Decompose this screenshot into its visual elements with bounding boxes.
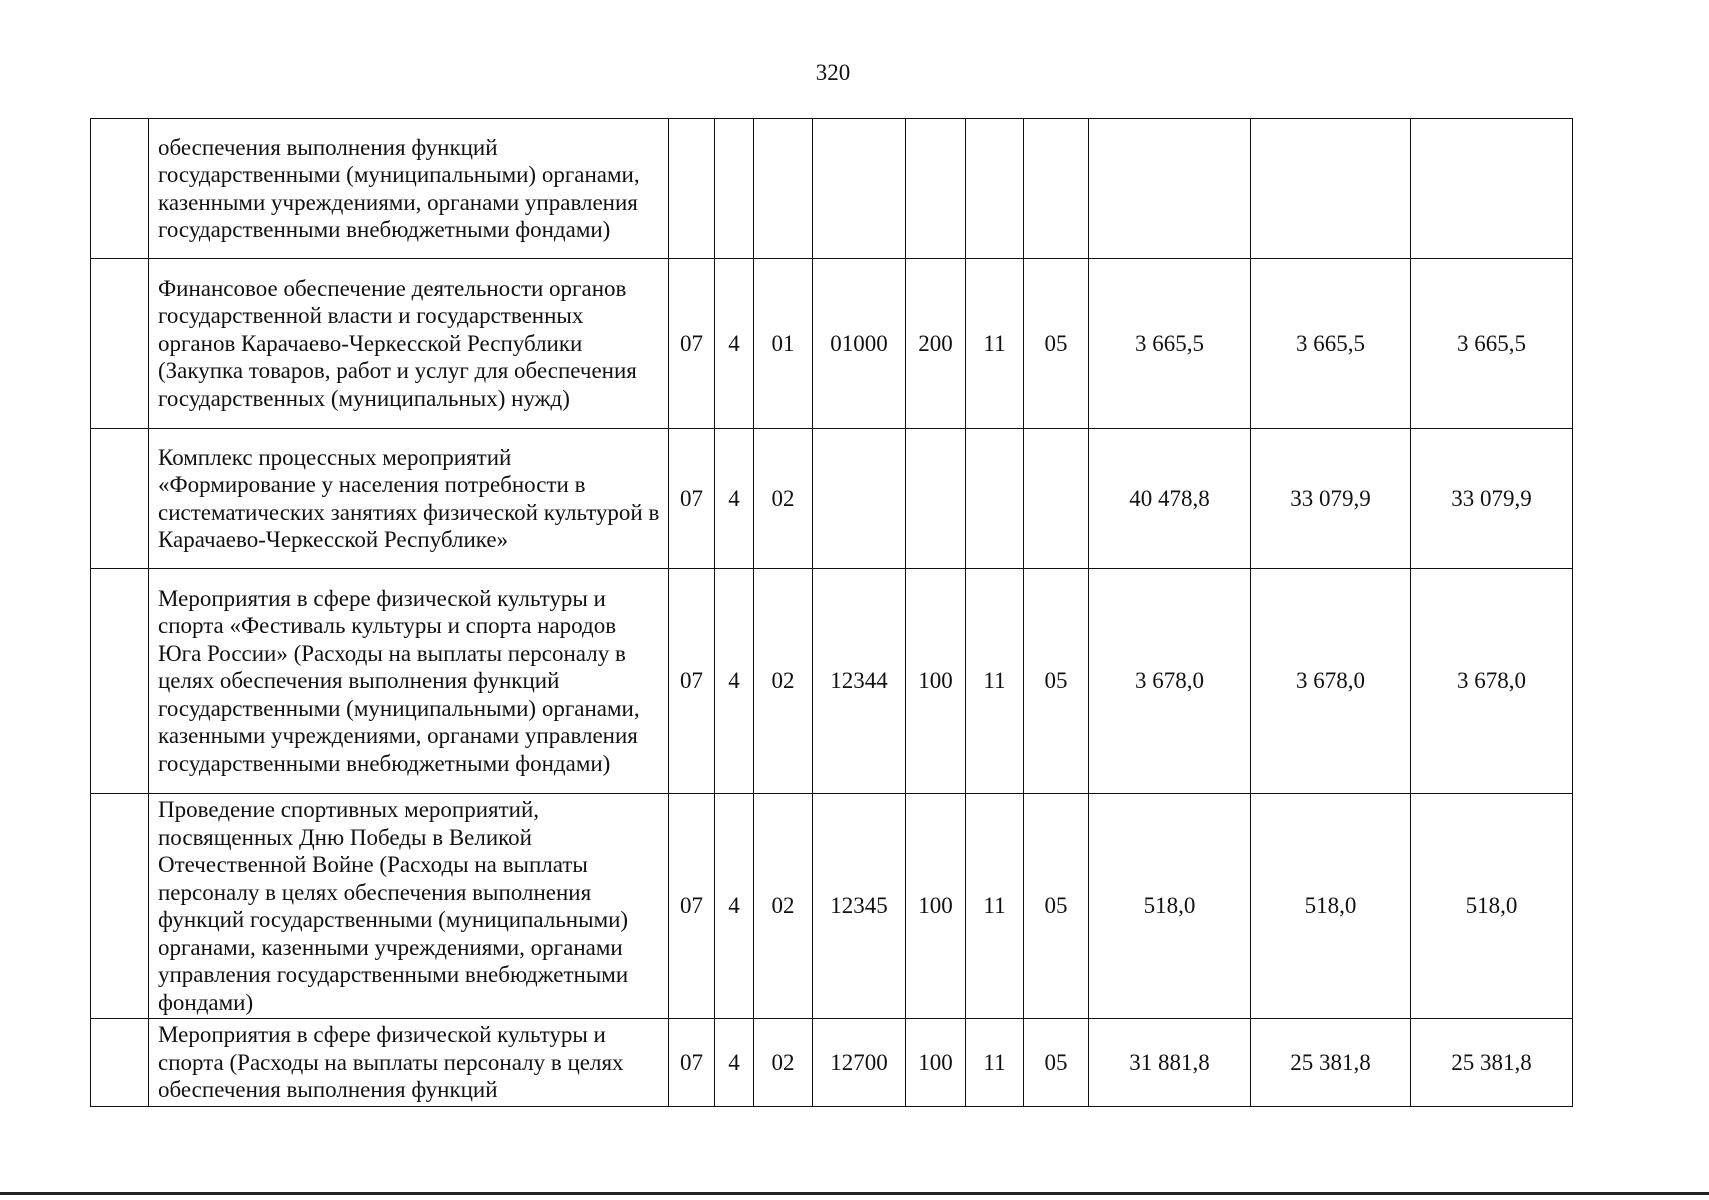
section-code-cell: 07 (669, 429, 715, 569)
scan-edge-line (0, 1192, 1709, 1195)
amount-year-3-cell: 3 665,5 (1411, 259, 1573, 429)
table-row (91, 794, 1573, 1019)
item-name-cell: Финансовое обеспечение деятельности органов государственной власти и государственных органов Карачаево-Черкесской Республики (Закупка товаров, работ и услуг для обеспечения государственных (муниципальных) нужд) (149, 259, 669, 429)
sub-code-cell: 11 (966, 569, 1024, 794)
table-row (91, 429, 1573, 569)
row-number-cell (91, 1019, 149, 1107)
row-number-cell (91, 259, 149, 429)
detail-code-cell: 05 (1024, 569, 1089, 794)
amount-year-3-cell (1411, 119, 1573, 259)
amount-year-2-cell: 518,0 (1251, 794, 1411, 1019)
program-code-cell: 02 (754, 1019, 813, 1107)
amount-year-3-cell: 25 381,8 (1411, 1019, 1573, 1107)
subsection-code-cell: 4 (715, 1019, 754, 1107)
amount-year-1-cell: 40 478,8 (1089, 429, 1251, 569)
item-name-cell: Проведение спортивных мероприятий, посвященных Дню Победы в Великой Отечественной Войне (Расходы на выплаты персоналу в целях обеспечения выполнения функций государственными (муниципальными) органами, казенными учреждениями, органами управления государственными внебюджетными фондами) (149, 794, 669, 1019)
expense-type-code-cell (906, 429, 966, 569)
sub-code-cell: 11 (966, 794, 1024, 1019)
sub-code-cell (966, 429, 1024, 569)
detail-code-cell (1024, 119, 1089, 259)
amount-year-1-cell (1089, 119, 1251, 259)
section-code-cell: 07 (669, 569, 715, 794)
section-code-cell (669, 119, 715, 259)
program-code-cell: 02 (754, 429, 813, 569)
subsection-code-cell: 4 (715, 569, 754, 794)
amount-year-2-cell: 33 079,9 (1251, 429, 1411, 569)
budget-table (90, 118, 1573, 1107)
item-name-cell: Мероприятия в сфере физической культуры и спорта (Расходы на выплаты персоналу в целях обеспечения выполнения функций (149, 1019, 669, 1107)
amount-year-1-cell: 518,0 (1089, 794, 1251, 1019)
row-number-cell (91, 569, 149, 794)
expense-type-code-cell: 200 (906, 259, 966, 429)
row-number-cell (91, 794, 149, 1019)
sub-code-cell: 11 (966, 259, 1024, 429)
section-code-cell: 07 (669, 1019, 715, 1107)
row-number-cell (91, 429, 149, 569)
item-name-cell: Мероприятия в сфере физической культуры и спорта «Фестиваль культуры и спорта народов Юга России» (Расходы на выплаты персоналу в целях обеспечения выполнения функций государственными (муниципальными) органами, казенными учреждениями, органами управления государственными внебюджетными фондами) (149, 569, 669, 794)
subsection-code-cell: 4 (715, 794, 754, 1019)
table-row (91, 1019, 1573, 1107)
amount-year-3-cell: 3 678,0 (1411, 569, 1573, 794)
program-code-cell: 01 (754, 259, 813, 429)
amount-year-1-cell: 3 678,0 (1089, 569, 1251, 794)
expense-code-cell (813, 119, 906, 259)
amount-year-3-cell: 33 079,9 (1411, 429, 1573, 569)
program-code-cell (754, 119, 813, 259)
amount-year-2-cell: 3 665,5 (1251, 259, 1411, 429)
amount-year-2-cell (1251, 119, 1411, 259)
item-name-cell: обеспечения выполнения функций государственными (муниципальными) органами, казенными учреждениями, органами управления государственными внебюджетными фондами) (149, 119, 669, 259)
expense-type-code-cell (906, 119, 966, 259)
expense-type-code-cell: 100 (906, 1019, 966, 1107)
amount-year-3-cell: 518,0 (1411, 794, 1573, 1019)
expense-code-cell: 01000 (813, 259, 906, 429)
sub-code-cell (966, 119, 1024, 259)
item-name-cell: Комплекс процессных мероприятий «Формирование у населения потребности в систематических занятиях физической культурой в Карачаево-Черкесской Республике» (149, 429, 669, 569)
detail-code-cell: 05 (1024, 1019, 1089, 1107)
amount-year-1-cell: 3 665,5 (1089, 259, 1251, 429)
detail-code-cell: 05 (1024, 794, 1089, 1019)
program-code-cell: 02 (754, 794, 813, 1019)
expense-type-code-cell: 100 (906, 794, 966, 1019)
amount-year-2-cell: 25 381,8 (1251, 1019, 1411, 1107)
table-row (91, 259, 1573, 429)
table-row (91, 119, 1573, 259)
expense-code-cell (813, 429, 906, 569)
table-row (91, 569, 1573, 794)
detail-code-cell (1024, 429, 1089, 569)
subsection-code-cell (715, 119, 754, 259)
sub-code-cell: 11 (966, 1019, 1024, 1107)
subsection-code-cell: 4 (715, 259, 754, 429)
expense-code-cell: 12345 (813, 794, 906, 1019)
subsection-code-cell: 4 (715, 429, 754, 569)
expense-code-cell: 12344 (813, 569, 906, 794)
amount-year-1-cell: 31 881,8 (1089, 1019, 1251, 1107)
program-code-cell: 02 (754, 569, 813, 794)
detail-code-cell: 05 (1024, 259, 1089, 429)
row-number-cell (91, 119, 149, 259)
page-number: 320 (815, 60, 851, 85)
amount-year-2-cell: 3 678,0 (1251, 569, 1411, 794)
expense-type-code-cell: 100 (906, 569, 966, 794)
section-code-cell: 07 (669, 794, 715, 1019)
expense-code-cell: 12700 (813, 1019, 906, 1107)
section-code-cell: 07 (669, 259, 715, 429)
